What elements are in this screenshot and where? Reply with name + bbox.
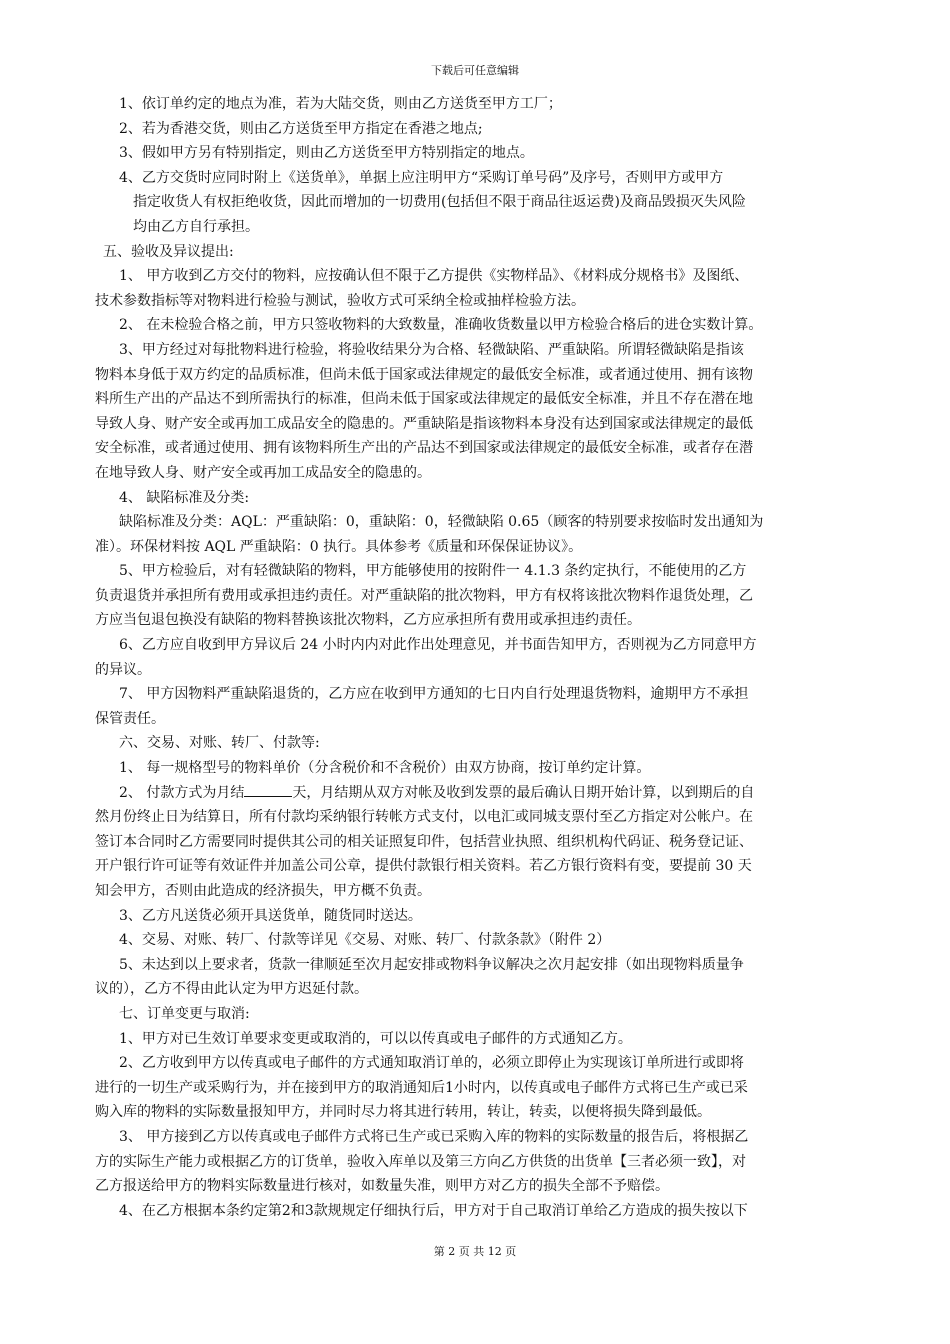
text-segment: 2、 付款方式为月结: [119, 784, 245, 801]
text-line: 6、乙方应自收到甲方异议后 24 小时内内对此作出处理意见，并书面告知甲方，否则视为乙方同意甲方: [119, 637, 757, 654]
text-line: 技术参数指标等对物料进行检验与测试，验收方式可采纳全检或抽样检验方法。: [95, 292, 585, 309]
text-line: 议的），乙方不得由此认定为甲方迟延付款。: [95, 981, 368, 998]
text-line: 导致人身、财产安全或再加工成品安全的隐患的。严重缺陷是指该物料本身没有达到国家或法律规定的最低: [95, 415, 753, 432]
text-line: 方应当包退包换没有缺陷的物料替换该批次物料，乙方应承担所有费用或承担违约责任。: [95, 612, 641, 629]
text-line: 保管责任。: [95, 710, 165, 727]
text-line: 4、在乙方根据本条约定第2和3款规规定仔细执行后，甲方对于自己取消订单给乙方造成的损失按以下: [119, 1202, 748, 1219]
text-line: 均由乙方自行承担。: [133, 218, 259, 235]
text-line: 开户银行许可证等有效证件并加盖公司公章，提供付款银行相关资料。若乙方银行资料有变，要提前 30 天: [95, 858, 752, 875]
text-line: 3、甲方经过对每批物料进行检验，将验收结果分为合格、轻微缺陷、严重缺陷。所谓轻微缺陷是指该: [119, 341, 744, 358]
text-line: 乙方报送给甲方的物料实际数量进行核对，如数量失准，则甲方对乙方的损失全部不予赔偿。: [95, 1178, 669, 1195]
text-line: 2、 在未检验合格之前，甲方只签收物料的大致数量，准确收货数量以甲方检验合格后的进仓实数计算。: [119, 317, 763, 334]
text-line: 7、 甲方因物料严重缺陷退货的，乙方应在收到甲方通知的七日内自行处理退货物料，逾期甲方不承担: [119, 686, 749, 703]
blank-underline: [244, 781, 292, 797]
text-line: 进行的一切生产或采购行为，并在接到甲方的取消通知后1小时内，以传真或电子邮件方式将已生产或已采: [95, 1079, 748, 1096]
text-line: 1、甲方对已生效订单要求变更或取消的，可以以传真或电子邮件的方式通知乙方。: [119, 1030, 632, 1047]
text-line: 4、交易、对账、转厂、付款等详见《交易、对账、转厂、付款条款》（附件 2）: [119, 932, 611, 949]
text-line: 物料本身低于双方约定的品质标准，但尚未低于国家或法律规定的最低安全标准，或者通过使用、拥有该物: [95, 366, 753, 383]
text-line: 5、甲方检验后，对有轻微缺陷的物料，甲方能够使用的按附件一 4.1.3 条约定执行，不能使用的乙方: [119, 563, 747, 580]
section-heading: 六、交易、对账、转厂、付款等:: [119, 735, 320, 752]
text-line: 指定收货人有权拒绝收货，因此而增加的一切费用(包括但不限于商品往返运费)及商品毁损灭失风险: [133, 194, 746, 211]
text-line: 1、 每一规格型号的物料单价（分含税价和不含税价）由双方协商，按订单约定计算。: [119, 760, 651, 777]
text-line: 签订本合同时乙方需要同时提供其公司的相关证照复印件，包括营业执照、组织机构代码证、税务登记证、: [95, 833, 753, 850]
text-line: 2、若为香港交货，则由乙方送货至甲方指定在香港之地点;: [119, 120, 483, 137]
text-line: 3、乙方凡送货必须开具送货单，随货同时送达。: [119, 907, 422, 924]
text-line: 方的实际生产能力或根据乙方的订货单，验收入库单以及第三方向乙方供货的出货单【三者必须一致】，对: [95, 1153, 746, 1170]
text-line: 1、 甲方收到乙方交付的物料，应按确认但不限于乙方提供《实物样品》、《材料成分规格书》及图纸、: [119, 268, 749, 285]
text-line: 料所生产出的产品达不到所需执行的标准，但尚未低于国家或法律规定的最低安全标准，并且不存在潜在地: [95, 391, 753, 408]
page-footer: 第 2 页 共 12 页: [433, 1245, 517, 1258]
text-line: 3、 甲方接到乙方以传真或电子邮件方式将已生产或已采购入库的物料的实际数量的报告后，将根据乙: [119, 1128, 749, 1145]
text-line: 购入库的物料的实际数量报知甲方，并同时尽力将其进行转用，转让，转卖，以便将损失降到最低。: [95, 1104, 711, 1121]
document-body: [95, 92, 915, 1223]
section-heading: 五、验收及异议提出:: [103, 243, 234, 260]
text-line: 2、乙方收到甲方以传真或电子邮件的方式通知取消订单的，必须立即停止为实现该订单所进行或即将: [119, 1055, 744, 1072]
text-line: 准）。环保材料按 AQL 严重缺陷：0 执行。具体参考《质量和环保保证协议》。: [95, 538, 583, 555]
text-line: 在地导致人身、财产安全或再加工成品安全的隐患的。: [95, 464, 431, 481]
text-line: [95, 781, 915, 806]
text-line: 的异议。: [95, 661, 151, 678]
text-line: 5、未达到以上要求者，货款一律顺延至次月起安排或物料争议解决之次月起安排（如出现物料质量争: [119, 956, 744, 973]
text-line: 负责退货并承担所有费用或承担违约责任。对严重缺陷的批次物料，甲方有权将该批次物料作退货处理，乙: [95, 587, 753, 604]
text-line: 缺陷标准及分类：AQL：严重缺陷：0，重缺陷：0，轻微缺陷 0.65（顾客的特别要求按临时发出通知为: [119, 514, 764, 531]
text-segment: 天，月结期从双方对帐及收到发票的最后确认日期开始计算，以到期后的自: [292, 784, 755, 801]
text-line: 4、 缺陷标准及分类:: [119, 489, 250, 506]
section-heading: 七、订单变更与取消:: [119, 1005, 250, 1022]
page-header: 下载后可任意编辑: [431, 64, 519, 77]
text-line: 然月份终止日为结算日，所有付款均采纳银行转帐方式支付，以电汇或同城支票付至乙方指定对公帐户。在: [95, 809, 753, 826]
text-line: 安全标准，或者通过使用、拥有该物料所生产出的产品达不到国家或法律规定的最低安全标准，或者存在潜: [95, 440, 753, 457]
text-line: 4、乙方交货时应同时附上《送货单》，单据上应注明甲方“采购订单号码”及序号，否则甲方或甲方: [119, 169, 724, 186]
text-line: 知会甲方，否则由此造成的经济损失，甲方概不负责。: [95, 883, 431, 899]
text-line: 1、依订单约定的地点为准，若为大陆交货，则由乙方送货至甲方工厂；: [119, 96, 562, 112]
text-line: 3、假如甲方另有特别指定，则由乙方送货至甲方特别指定的地点。: [119, 145, 534, 162]
